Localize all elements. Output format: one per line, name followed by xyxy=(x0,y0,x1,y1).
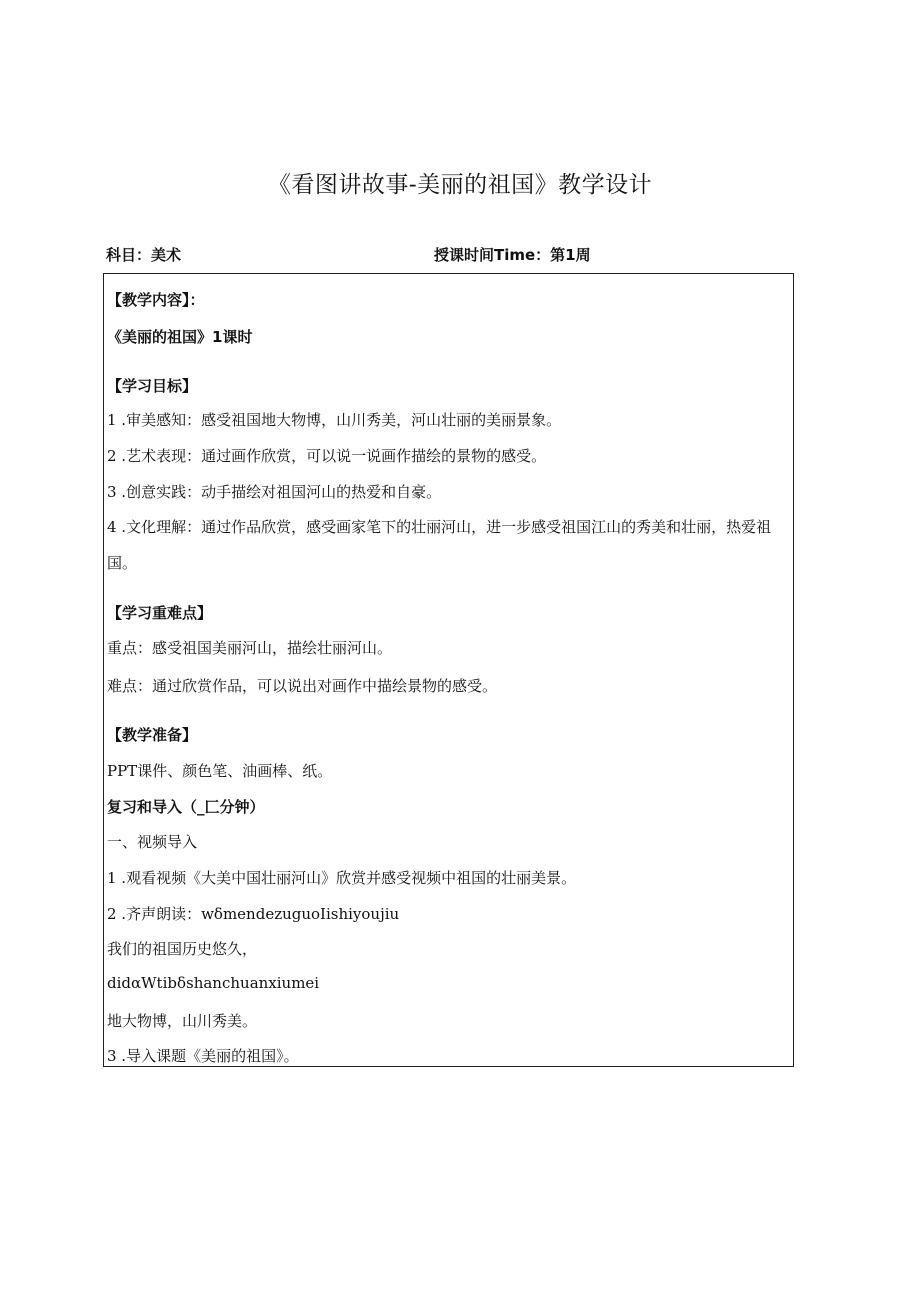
objectives-heading: 【学习目标】 xyxy=(107,377,198,395)
teaching-content-text: 《美丽的祖国》1课时 xyxy=(107,328,253,346)
subject-label: 科目：美术 xyxy=(106,246,182,264)
objective-4: 4 .文化理解：通过作品欣赏，感受画家笔下的壮丽河山，进一步感受祖国江山的秀美和壮丽，热爱祖国。 xyxy=(107,518,772,572)
key-points-heading: 【学习重难点】 xyxy=(107,604,213,622)
objective-3: 3 .创意实践：动手描绘对祖国河山的热爱和自豪。 xyxy=(107,483,442,501)
poem-line-1: 我们的祖国历史悠久， xyxy=(107,940,258,958)
objective-2: 2 .艺术表现：通过画作欣赏，可以说一说画作描绘的景物的感受。 xyxy=(107,447,547,465)
preparation-text: PPT课件、颜色笔、油画棒、纸。 xyxy=(107,762,333,780)
preparation-heading: 【教学准备】 xyxy=(107,726,198,744)
key-point: 重点：感受祖国美丽河山，描绘壮丽河山。 xyxy=(107,639,393,657)
pinyin-line-2: didαWtibδshanchuanxiumei xyxy=(107,974,320,992)
document-title: 《看图讲故事-美丽的祖国》教学设计 xyxy=(267,172,653,198)
review-heading: 复习和导入（_匚分钟） xyxy=(107,798,265,816)
difficult-point: 难点：通过欣赏作品，可以说出对画作中描绘景物的感受。 xyxy=(107,677,498,695)
class-time-label: 授课时间Time：第1周 xyxy=(434,246,591,264)
teaching-content-heading: 【教学内容】： xyxy=(107,291,205,309)
video-intro: 一、视频导入 xyxy=(107,833,198,851)
step-read-aloud: 2 .齐声朗读：wδmendezuguoIishiyoujiu xyxy=(107,905,400,923)
poem-line-2: 地大物博，山川秀美。 xyxy=(107,1012,258,1030)
step-introduce-topic: 3 .导入课题《美丽的祖国》。 xyxy=(107,1047,299,1065)
objective-1: 1 .审美感知：感受祖国地大物博，山川秀美，河山壮丽的美丽景象。 xyxy=(107,411,562,429)
step-watch-video: 1 .观看视频《大美中国壮丽河山》欣赏并感受视频中祖国的壮丽美景。 xyxy=(107,869,577,887)
lesson-plan-box xyxy=(103,273,794,1067)
